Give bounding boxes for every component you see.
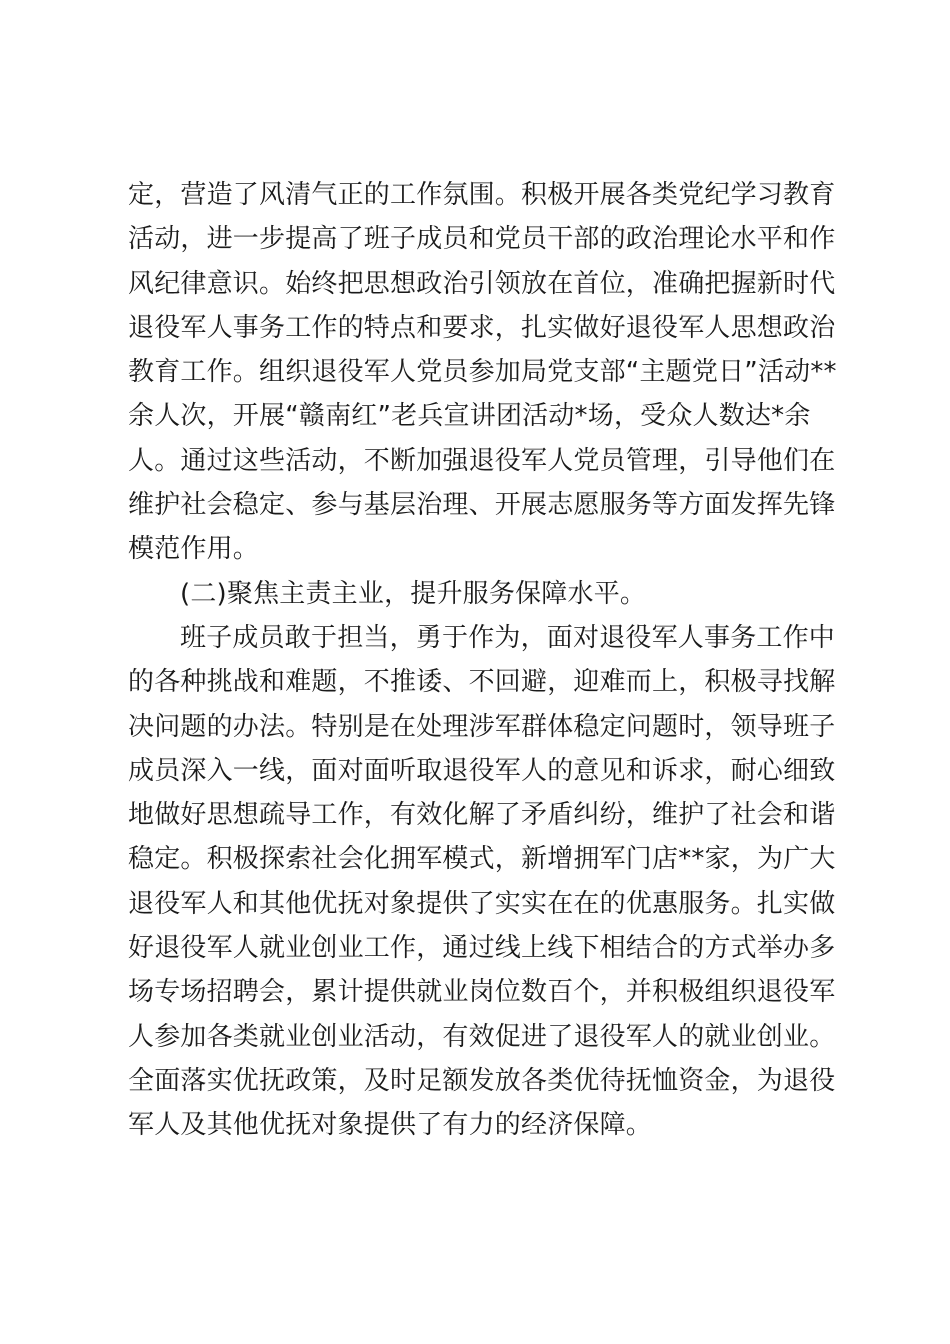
paragraph-2-line-10: 人参加各类就业创业活动，有效促进了退役军人的就业创业。 <box>128 1021 836 1052</box>
paragraph-1-line-8: 维护社会稳定、参与基层治理、开展志愿服务等方面发挥先锋 <box>128 490 836 521</box>
paragraph-1-line-3: 风纪律意识。始终把思想政治引领放在首位，准确把握新时代 <box>128 268 836 299</box>
paragraph-2-line-4: 成员深入一线，面对面听取退役军人的意见和诉求，耐心细致 <box>128 755 836 786</box>
paragraph-2-line-11: 全面落实优抚政策，及时足额发放各类优待抚恤资金，为退役 <box>128 1065 836 1096</box>
paragraph-2-line-6: 稳定。积极探索社会化拥军模式，新增拥军门店**家，为广大 <box>128 844 836 875</box>
paragraph-2-line-9: 场专场招聘会，累计提供就业岗位数百个，并积极组织退役军 <box>128 977 836 1008</box>
paragraph-1-line-4: 退役军人事务工作的特点和要求，扎实做好退役军人思想政治 <box>128 312 836 343</box>
paragraph-2-line-12: 军人及其他优抚对象提供了有力的经济保障。 <box>128 1110 653 1141</box>
body-text <box>128 173 837 1148</box>
paragraph-2-line-2: 的各种挑战和难题，不推诿、不回避，迎难而上，积极寻找解 <box>128 667 836 698</box>
paragraph-1-line-6: 余人次，开展“赣南红”老兵宣讲团活动*场，受众人数达*余 <box>128 401 811 432</box>
section-heading: (二)聚焦主责主业，提升服务保障水平。 <box>180 578 647 609</box>
paragraph-1-line-5: 教育工作。组织退役军人党员参加局党支部“主题党日”活动** <box>128 357 837 388</box>
paragraph-2-line-8: 好退役军人就业创业工作，通过线上线下相结合的方式举办多 <box>128 933 836 964</box>
paragraph-1-line-9: 模范作用。 <box>128 534 260 565</box>
paragraph-2-line-5: 地做好思想疏导工作，有效化解了矛盾纠纷，维护了社会和谐 <box>128 800 836 831</box>
paragraph-1-line-2: 活动，进一步提高了班子成员和党员干部的政治理论水平和作 <box>128 224 836 255</box>
paragraph-1-line-7: 人。通过这些活动，不断加强退役军人党员管理，引导他们在 <box>128 445 836 476</box>
paragraph-2-line-7: 退役军人和其他优抚对象提供了实实在在的优惠服务。扎实做 <box>128 888 836 919</box>
paragraph-1-line-1: 定，营造了风清气正的工作氛围。积极开展各类党纪学习教育 <box>128 180 836 210</box>
paragraph-2-line-3: 决问题的办法。特别是在处理涉军群体稳定问题时，领导班子 <box>128 711 836 742</box>
paragraph-2-line-1: 班子成员敢于担当，勇于作为，面对退役军人事务工作中 <box>180 622 836 653</box>
